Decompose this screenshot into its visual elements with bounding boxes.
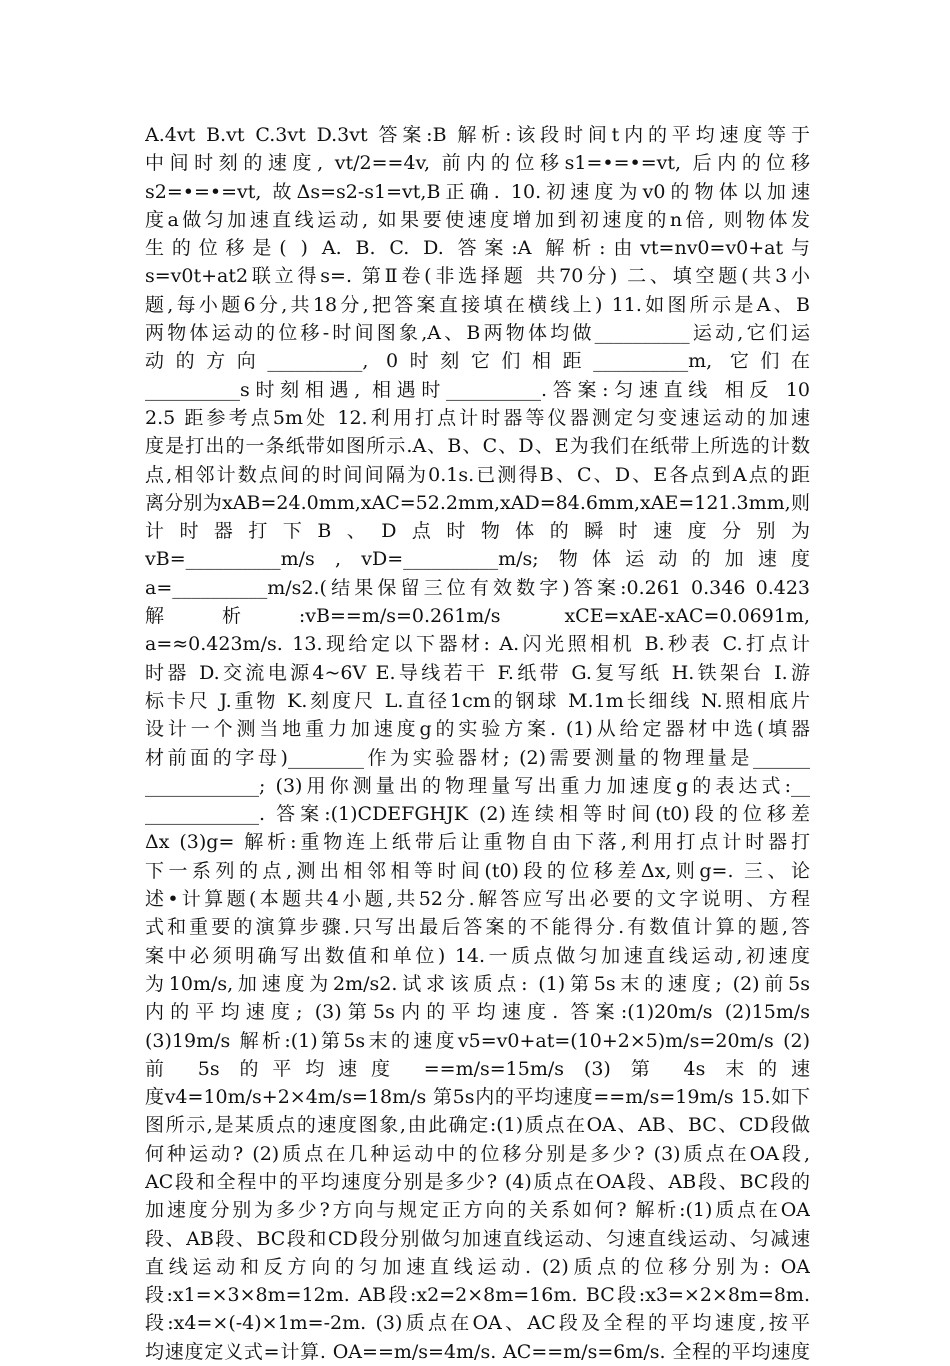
text-line: 段:x4=×(-4)×1m=-2m. (3)质点在OA、AC段及全程的平均速度,按平	[145, 1312, 810, 1335]
text-line: s2=•=•=vt, 故Δs=s2-s1=vt,B正确. 10.初速度为v0的物体以加速	[145, 180, 810, 203]
text-line: 两物体运动的位移-时间图象,A、B两物体均做__________运动,它们运	[145, 322, 810, 345]
text-line: ____________; (3)用你测量出的物理量写出重力加速度g的表达式:__	[145, 774, 810, 797]
text-line: a=≈0.423m/s. 13.现给定以下器材: A.闪光照相机 B.秒表 C.打点计	[145, 633, 810, 656]
text-line: 直线运动和反方向的匀加速直线运动. (2)质点的位移分别为: OA	[145, 1255, 810, 1278]
text-line: ____________. 答案:(1)CDEFGHJK (2)连续相等时间(t0)段的位移差	[145, 803, 810, 826]
text-line: 述•计算题(本题共4小题,共52分.解答应写出必要的文字说明、方程	[145, 888, 810, 911]
text-line: 段、AB段、BC段和CD段分别做匀加速直线运动、匀速直线运动、匀减速	[145, 1227, 810, 1250]
text-line: __________s时刻相遇, 相遇时__________.答案:匀速直线 相反 10	[145, 378, 810, 401]
text-line: 均速度定义式=计算. OA==m/s=4m/s. AC==m/s=6m/s. 全程的平均速度	[145, 1340, 810, 1363]
text-line: 为10m/s,加速度为2m/s2.试求该质点: (1)第5s末的速度; (2)前5s	[145, 972, 810, 995]
text-line: 生的位移是( ) A. B. C. D. 答案:A 解析:由vt=nv0=v0+at与	[145, 237, 810, 260]
text-line: 2.5 距参考点5m处 12.利用打点计时器等仪器测定匀变速运动的加速	[145, 406, 810, 429]
text-line: AC段和全程中的平均速度分别是多少? (4)质点在OA段、AB段、BC段的	[145, 1170, 810, 1193]
text-line: 时器 D.交流电源4~6V E.导线若干 F.纸带 G.复写纸 H.铁架台 I.游	[145, 661, 810, 684]
text-line: 式和重要的演算步骤.只写出最后答案的不能得分.有数值计算的题,答	[145, 916, 810, 939]
text-line: 下一系列的点,测出相邻相等时间(t0)段的位移差Δx,则g=. 三、论	[145, 859, 810, 882]
text-line: 计时器打下B、D点时物体的瞬时速度分别为	[145, 520, 810, 543]
text-line: 前 5s 的平均速度 ==m/s=15m/s (3) 第 4s 末的速	[145, 1057, 810, 1080]
text-line: 何种运动? (2)质点在几种运动中的位移分别是多少? (3)质点在OA段,	[145, 1142, 810, 1165]
text-line: vB=__________m/s , vD=__________m/s; 物体运动的加速度	[145, 548, 810, 571]
text-line: 中间时刻的速度, vt/2==4v, 前内的位移s1=•=•=vt, 后内的位移	[145, 152, 810, 175]
text-line: A.4vt B.vt C.3vt D.3vt 答案:B 解析:该段时间t内的平均速度等于	[145, 124, 810, 146]
text-line: 段:x1=×3×8m=12m. AB段:x2=2×8m=16m. BC段:x3=×2×8m=8m.	[145, 1284, 810, 1307]
text-line: Δx (3)g= 解析:重物连上纸带后让重物自由下落,利用打点计时器打	[145, 831, 810, 854]
text-line: 设计一个测当地重力加速度g的实验方案. (1)从给定器材中选(填器	[145, 718, 810, 741]
text-line: 材前面的字母)________作为实验器材; (2)需要测量的物理量是______	[145, 746, 810, 769]
text-line: 内的平均速度; (3)第5s内的平均速度. 答案:(1)20m/s (2)15m/s	[145, 1001, 810, 1024]
text-line: 动的方向__________, 0时刻它们相距__________m, 它们在	[145, 350, 810, 373]
document-body	[145, 121, 810, 1366]
text-line: 标卡尺 J.重物 K.刻度尺 L.直径1cm的钢球 M.1m长细线 N.照相底片	[145, 689, 810, 712]
text-line: 离分别为xAB=24.0mm,xAC=52.2mm,xAD=84.6mm,xAE=121.3mm,则	[145, 491, 810, 514]
text-line: (3)19m/s 解析:(1)第5s末的速度v5=v0+at=(10+2×5)m/s=20m/s (2)	[145, 1029, 810, 1052]
text-line: 加速度分别为多少?方向与规定正方向的关系如何? 解析:(1)质点在OA	[145, 1199, 810, 1222]
text-line: s=v0t+at2联立得s=. 第Ⅱ卷(非选择题 共70分) 二、填空题(共3小	[145, 265, 810, 288]
text-line: 点,相邻计数点间的时间间隔为0.1s.已测得B、C、D、E各点到A点的距	[145, 463, 810, 486]
text-line: 题,每小题6分,共18分,把答案直接填在横线上) 11.如图所示是A、B	[145, 293, 810, 316]
text-line: 度是打出的一条纸带如图所示.A、B、C、D、E为我们在纸带上所选的计数	[145, 435, 810, 458]
text-line: 解析:vB==m/s=0.261m/s xCE=xAE-xAC=0.0691m,	[145, 605, 810, 628]
text-line: a=__________m/s2.(结果保留三位有效数字)答案:0.261 0.346 0.423	[145, 576, 810, 599]
text-line: 度v4=10m/s+2×4m/s=18m/s 第5s内的平均速度==m/s=19m/s 15.如下	[145, 1086, 810, 1109]
text-line: 图所示,是某质点的速度图象,由此确定:(1)质点在OA、AB、BC、CD段做	[145, 1114, 810, 1137]
text-line: 度a做匀加速直线运动, 如果要使速度增加到初速度的n倍, 则物体发	[145, 208, 810, 231]
text-line: 案中必须明确写出数值和单位) 14.一质点做匀加速直线运动,初速度	[145, 944, 810, 967]
